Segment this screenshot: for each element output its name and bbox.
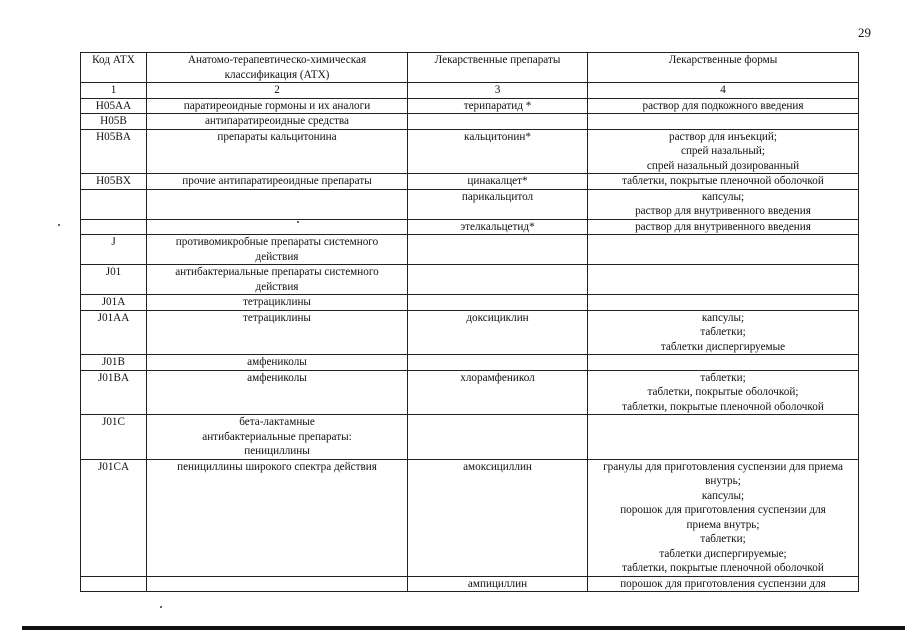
drug-cell: цинакалцет* (408, 174, 588, 190)
classification-cell: амфениколы (147, 370, 408, 415)
table-row (81, 295, 859, 311)
table-row (81, 219, 859, 235)
scan-speck (160, 606, 162, 608)
header-code: Код АТХ (81, 53, 147, 83)
table-row (81, 189, 859, 219)
classification-cell: тетрациклины (147, 310, 408, 355)
header-forms: Лекарственные формы (588, 53, 859, 83)
drug-cell: хлорамфеникол (408, 370, 588, 415)
table-row (81, 415, 859, 460)
table-row (81, 114, 859, 130)
scan-speck (58, 224, 60, 226)
column-number: 1 (81, 83, 147, 99)
table-body (81, 98, 859, 592)
classification-cell: прочие антипаратиреоидные препараты (147, 174, 408, 190)
drug-cell: терипаратид * (408, 98, 588, 114)
table-row (81, 370, 859, 415)
table-row (81, 235, 859, 265)
classification-cell: антибактериальные препараты системного действия (147, 265, 408, 295)
dosage-form-cell (588, 355, 859, 371)
dosage-form-cell: капсулы; таблетки; таблетки диспергируемые (588, 310, 859, 355)
dosage-form-cell: порошок для приготовления суспензии для (588, 576, 859, 592)
table-row (81, 129, 859, 174)
table-row (81, 310, 859, 355)
dosage-form-cell: таблетки, покрытые пленочной оболочкой (588, 174, 859, 190)
classification-cell: бета-лактамные антибактериальные препараты: пенициллины (147, 415, 408, 460)
column-number: 4 (588, 83, 859, 99)
table-row (81, 98, 859, 114)
atx-code-cell: H05B (81, 114, 147, 130)
drug-cell (408, 265, 588, 295)
atx-code-cell (81, 189, 147, 219)
drug-cell (408, 355, 588, 371)
drug-cell: парикальцитол (408, 189, 588, 219)
header-row (81, 53, 859, 83)
atx-code-cell: H05AA (81, 98, 147, 114)
page-bottom-edge (22, 626, 905, 630)
atx-code-cell: J01BA (81, 370, 147, 415)
drug-cell: доксициклин (408, 310, 588, 355)
classification-cell (147, 219, 408, 235)
header-drugs: Лекарственные препараты (408, 53, 588, 83)
drug-cell (408, 235, 588, 265)
drug-cell (408, 114, 588, 130)
table-row (81, 355, 859, 371)
drug-cell (408, 415, 588, 460)
header-classification: Анатомо-терапевтическо-химическая классификация (АТХ) (147, 53, 408, 83)
classification-cell (147, 189, 408, 219)
dosage-form-cell (588, 235, 859, 265)
drug-cell: амоксициллин (408, 459, 588, 576)
dosage-form-cell: раствор для инъекций; спрей назальный; спрей назальный дозированный (588, 129, 859, 174)
dosage-form-cell: раствор для внутривенного введения (588, 219, 859, 235)
classification-cell: антипаратиреоидные средства (147, 114, 408, 130)
classification-cell (147, 576, 408, 592)
table-row (81, 576, 859, 592)
atx-code-cell: H05BA (81, 129, 147, 174)
classification-cell: паратиреоидные гормоны и их аналоги (147, 98, 408, 114)
column-number-row (81, 83, 859, 99)
page-number: 29 (858, 25, 871, 40)
drug-cell: кальцитонин* (408, 129, 588, 174)
dosage-form-cell: таблетки; таблетки, покрытые оболочкой; таблетки, покрытые пленочной оболочкой (588, 370, 859, 415)
drug-cell: этелкальцетид* (408, 219, 588, 235)
scan-speck (297, 221, 299, 223)
atx-code-cell: J01A (81, 295, 147, 311)
table-row (81, 174, 859, 190)
atx-code-cell (81, 576, 147, 592)
table-row (81, 265, 859, 295)
atx-code-cell (81, 219, 147, 235)
classification-cell: амфениколы (147, 355, 408, 371)
drug-cell: ампициллин (408, 576, 588, 592)
dosage-form-cell: гранулы для приготовления суспензии для приема внутрь; капсулы; порошок для приготовления суспензии для приема внутрь; таблетки; таблетки диспергируемые; таблетки, покрытые пленочной оболочкой (588, 459, 859, 576)
atx-code-cell: J01C (81, 415, 147, 460)
atx-code-cell: J01 (81, 265, 147, 295)
dosage-form-cell (588, 114, 859, 130)
drug-cell (408, 295, 588, 311)
dosage-form-cell (588, 415, 859, 460)
dosage-form-cell (588, 295, 859, 311)
atx-code-cell: J01AA (81, 310, 147, 355)
column-number: 2 (147, 83, 408, 99)
atx-code-cell: J (81, 235, 147, 265)
atx-code-cell: J01CA (81, 459, 147, 576)
atx-code-cell: H05BX (81, 174, 147, 190)
classification-cell: тетрациклины (147, 295, 408, 311)
dosage-form-cell: раствор для подкожного введения (588, 98, 859, 114)
table-header (81, 53, 859, 99)
classification-cell: препараты кальцитонина (147, 129, 408, 174)
atx-table (80, 52, 859, 592)
table-row (81, 459, 859, 576)
classification-cell: противомикробные препараты системного действия (147, 235, 408, 265)
dosage-form-cell: капсулы; раствор для внутривенного введения (588, 189, 859, 219)
classification-cell: пенициллины широкого спектра действия (147, 459, 408, 576)
column-number: 3 (408, 83, 588, 99)
atx-code-cell: J01B (81, 355, 147, 371)
dosage-form-cell (588, 265, 859, 295)
